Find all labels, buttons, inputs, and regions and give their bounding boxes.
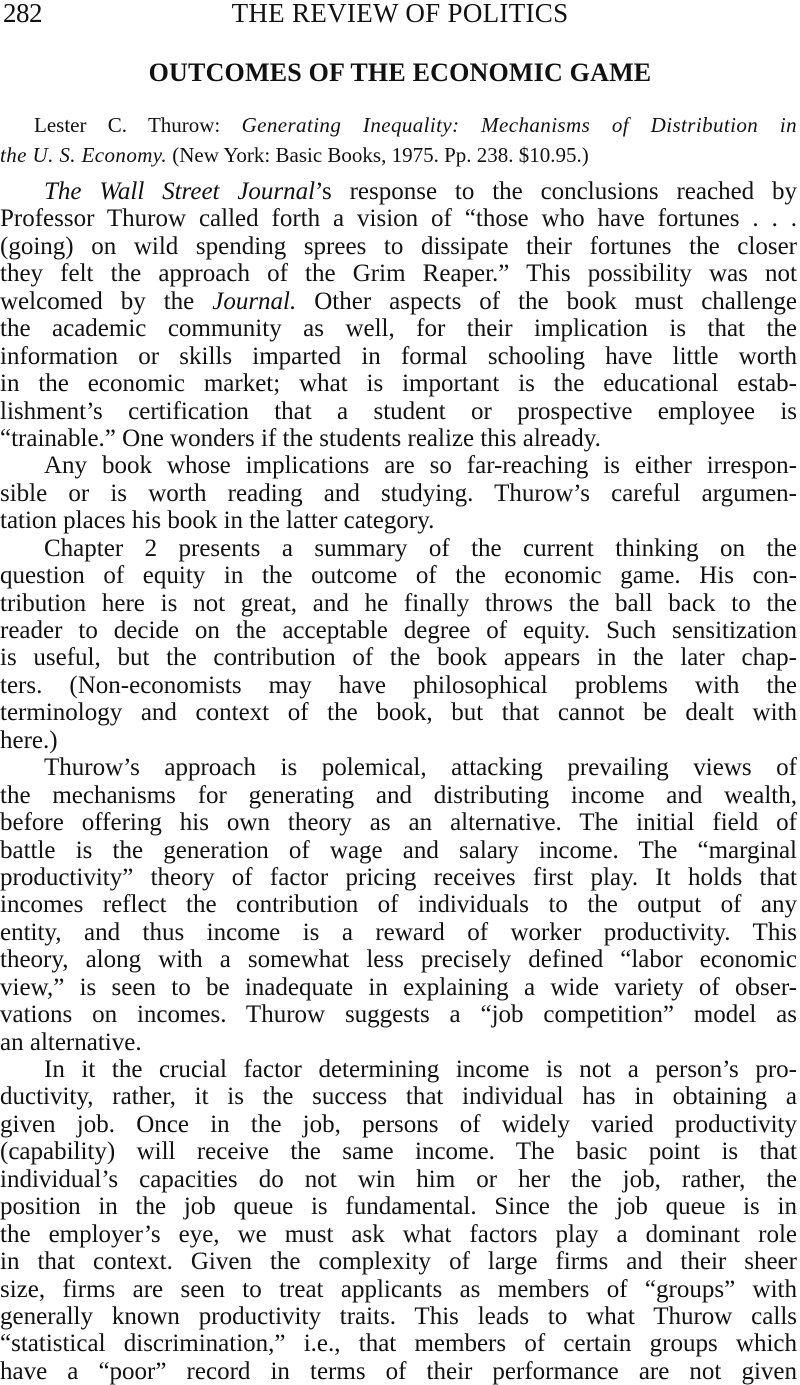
body-line: [0, 946, 797, 973]
body-text-segment: size, firms are seen to treat applicants as members of “groups” with: [0, 1275, 797, 1303]
body-text-segment: tation places his book in the latter category.: [0, 507, 435, 535]
body-text-segment: have a “poor” record in terms of their performance are not given: [0, 1357, 797, 1385]
body-line: [0, 1166, 797, 1193]
body-line: [0, 507, 797, 534]
body-text-segment: Chapter 2 presents a summary of the current thinking on the: [44, 534, 797, 562]
body-line: [0, 1330, 797, 1357]
body-line: [0, 809, 797, 836]
author-name: Lester C. Thurow:: [34, 113, 242, 137]
body-text-segment: they felt the approach of the Grim Reaper.” This possibility was not: [0, 260, 797, 288]
body-line: [0, 1193, 797, 1220]
body-text-segment: Thurow’s approach is polemical, attacking prevailing views of: [44, 754, 797, 782]
body-line: [0, 562, 797, 589]
body-text-segment: entity, and thus income is a reward of worker productivity. This: [0, 918, 797, 946]
body-text-segment: ters. (Non-economists may have philosophical problems with the: [0, 671, 797, 699]
body-text-segment: reader to decide on the acceptable degree of equity. Such sensitization: [0, 617, 797, 644]
italic-title: Journal.: [212, 287, 297, 315]
body-line: [0, 644, 797, 671]
body-text-segment: battle is the generation of wage and salary income. The “marginal: [0, 836, 797, 864]
book-citation: [0, 110, 797, 170]
body-line: [0, 260, 797, 287]
body-line: [0, 837, 797, 864]
body-text-segment: (going) on wild spending sprees to dissipate their fortunes the closer: [0, 232, 797, 260]
body-line: [0, 535, 797, 562]
body-text-segment: terminology and context of the book, but that cannot be dealt with: [0, 699, 797, 727]
body-line: [0, 672, 797, 699]
body-text-segment: the mechanisms for generating and distributing income and wealth,: [0, 781, 797, 809]
body-text-segment: lishment’s certification that a student or prospective employee is: [0, 397, 797, 425]
body-text-segment: the employer’s eye, we must ask what factors play a dominant role: [0, 1220, 797, 1248]
citation-line-2: [0, 140, 797, 170]
body-line: [0, 1029, 797, 1056]
body-line: [0, 343, 797, 370]
body-line: [0, 288, 797, 315]
body-line: [0, 891, 797, 918]
book-title-continued: the U. S. Economy.: [0, 143, 167, 167]
body-text-segment: in that context. Given the complexity of large firms and their sheer: [0, 1248, 797, 1276]
body-text-segment: Other aspects of the book must challenge: [296, 287, 797, 315]
body-text-segment: the academic community as well, for their implication is that the: [0, 315, 797, 343]
body-line: [0, 1138, 797, 1165]
body-text-segment: tribution here is not great, and he finally throws the ball back to the: [0, 589, 797, 617]
body-line: [0, 1111, 797, 1138]
body-text-segment: here.): [0, 726, 58, 754]
body-line: [0, 1303, 797, 1330]
body-line: [0, 590, 797, 617]
body-text-segment: position in the job queue is fundamental. Since the job queue is in: [0, 1193, 797, 1221]
body-line: [0, 480, 797, 507]
body-text-segment: theory, along with a somewhat less precisely defined “labor economic: [0, 946, 797, 974]
body-line: [0, 782, 797, 809]
body-line: [0, 233, 797, 260]
body-text-segment: is useful, but the contribution of the book appears in the later chap-: [0, 644, 797, 672]
body-line: [0, 699, 797, 726]
body-text-segment: before offering his own theory as an alternative. The initial field of: [0, 809, 797, 837]
body-text-segment: productivity” theory of factor pricing receives first play. It holds that: [0, 863, 797, 891]
body-text-segment: sible or is worth reading and studying. Thurow’s careful argumen-: [0, 479, 797, 507]
body-text-segment: “statistical discrimination,” i.e., that members of certain groups which: [0, 1330, 797, 1358]
body-text-segment: ductivity, rather, it is the success that individual has in obtaining a: [0, 1083, 797, 1111]
body-line: [0, 1276, 797, 1303]
body-line: [0, 1221, 797, 1248]
body-text-segment: (capability) will receive the same income. The basic point is that: [0, 1138, 797, 1166]
body-line: [0, 1248, 797, 1275]
body-line: [0, 864, 797, 891]
book-title: Generating Inequality: Mechanisms of Distribution in: [241, 113, 797, 137]
body-text-segment: given job. Once in the job, persons of widely varied productivity: [0, 1110, 797, 1138]
body-line: [0, 370, 797, 397]
body-line: [0, 617, 797, 644]
body-text-segment: Professor Thurow called forth a vision of “those who have fortunes . . .: [0, 205, 797, 233]
body-text-segment: question of equity in the outcome of the economic game. His con-: [0, 562, 797, 590]
body-line: [0, 1001, 797, 1028]
body-line: [0, 919, 797, 946]
body-text-segment: In it the crucial factor determining income is not a person’s pro-: [44, 1056, 797, 1083]
body-text-segment: generally known productivity traits. This leads to what Thurow calls: [0, 1302, 797, 1330]
body-line: [0, 1358, 797, 1385]
body-text-segment: individual’s capacities do not win him or her the job, rather, the: [0, 1165, 797, 1193]
body-line: [0, 452, 797, 479]
body-text-segment: ’s response to the conclusions reached by: [315, 178, 798, 205]
body-text-segment: an alternative.: [0, 1028, 142, 1056]
body-text-segment: vations on incomes. Thurow suggests a “job competition” model as: [0, 1001, 797, 1029]
body-text-segment: in the economic market; what is important is the educational estab-: [0, 370, 797, 398]
body-text-segment: Any book whose implications are so far-reaching is either irrespon-: [44, 452, 797, 480]
body-text-segment: information or skills imparted in formal schooling have little worth: [0, 342, 797, 370]
body-text-segment: welcomed by the: [0, 287, 213, 315]
running-head: [0, 0, 800, 34]
italic-title: The Wall Street Journal: [44, 178, 316, 205]
body-line: [0, 315, 797, 342]
body-line: [0, 1056, 797, 1083]
page-number: 282: [3, 0, 42, 28]
body-line: [0, 727, 797, 754]
body-line: [0, 754, 797, 781]
body-line: [0, 398, 797, 425]
body-line: [0, 1083, 797, 1110]
body-text-segment: incomes reflect the contribution of individuals to the output of any: [0, 891, 797, 919]
review-body: [0, 178, 797, 1385]
body-text-segment: “trainable.” One wonders if the students realize this already.: [0, 424, 601, 452]
journal-title: THE REVIEW OF POLITICS: [231, 0, 569, 28]
citation-line-1: [0, 110, 797, 140]
body-line: [0, 974, 797, 1001]
publication-info: (New York: Basic Books, 1975. Pp. 238. $10.95.): [167, 143, 589, 167]
body-text-segment: view,” is seen to be inadequate in explaining a wide variety of obser-: [0, 973, 797, 1001]
article-title: OUTCOMES OF THE ECONOMIC GAME: [148, 58, 652, 87]
body-line: [0, 425, 797, 452]
body-line: [0, 205, 797, 232]
body-line: [0, 178, 797, 205]
